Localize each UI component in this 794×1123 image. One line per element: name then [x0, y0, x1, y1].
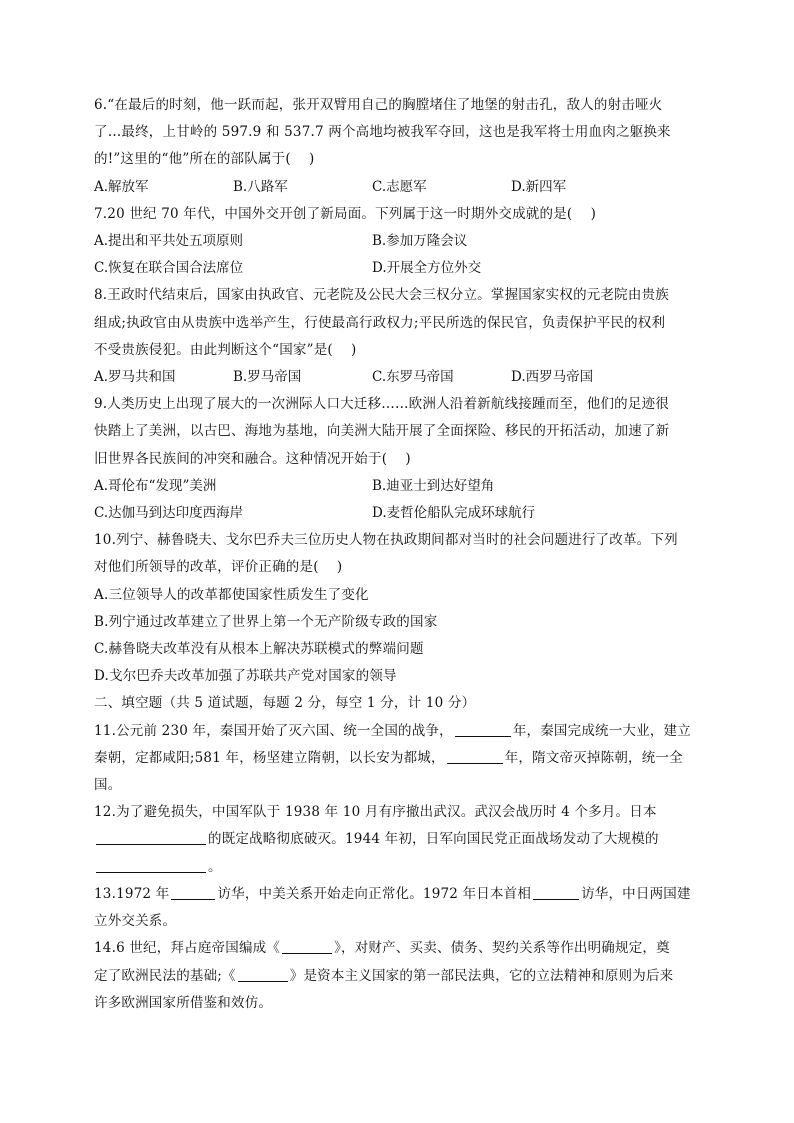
question-6-line-1: 6.“在最后的时刻，他一跃而起，张开双臂用自己的胸膛堵住了地堡的射击孔，敌人的射击哑火	[94, 97, 663, 113]
question-7-line-1: 7.20 世纪 70 年代，中国外交开创了新局面。下列属于这一时期外交成就的是( )	[94, 205, 597, 222]
question-9	[94, 391, 700, 527]
option-c: C.志愿军	[372, 178, 427, 195]
answer-blank	[96, 829, 206, 845]
text: 。	[208, 858, 222, 875]
option-c: C.达伽马到达印度西海岸	[94, 505, 244, 522]
question-12-line-1: 12.为了避免损失，中国军队于 1938 年 10 月有序撤出武汉。武汉会战历时 4 个多月。日本	[94, 804, 657, 821]
answer-blank	[282, 938, 332, 954]
option-d: D.西罗马帝国	[511, 369, 594, 386]
option-d: D.麦哲伦船队完成环球航行	[372, 505, 536, 522]
question-8-options	[94, 364, 700, 391]
option-c: C.东罗马帝国	[372, 369, 454, 386]
question-11	[94, 718, 700, 800]
question-9-options-row-2	[94, 500, 700, 527]
text: 定了欧洲民法的基础;《	[94, 967, 236, 984]
answer-blank	[533, 884, 579, 900]
question-12-line-2	[94, 826, 700, 853]
text: 的既定战略彻底破灭。1944 年初，日军向国民党正面战场发动了大规模的	[208, 831, 659, 848]
question-6-options	[94, 174, 700, 201]
question-9-line-3: 旧世界各民族间的冲突和融合。这种情况开始于( )	[94, 450, 411, 467]
option-b: B.罗马帝国	[233, 369, 302, 386]
question-12	[94, 799, 700, 881]
text: 访华，中日两国建	[581, 885, 691, 902]
question-14-line-1	[94, 935, 700, 962]
text: 14.6 世纪，拜占庭帝国编成《	[94, 940, 281, 957]
exam-page	[94, 92, 700, 1017]
option-d: D.戈尔巴乔夫改革加强了苏联共产党对国家的领导	[94, 668, 397, 685]
option-b: B.列宁通过改革建立了世界上第一个无产阶级专政的国家	[94, 613, 438, 630]
text: 年，秦国完成统一大业，建立	[512, 722, 691, 739]
text: 秦朝，定都咸阳;581 年，杨坚建立隋朝，以长安为都城，	[94, 749, 445, 766]
text: 11.公元前 230 年，秦国开始了灭六国、统一全国的战争，	[94, 722, 453, 739]
option-a: A.三位领导人的改革都使国家性质发生了变化	[94, 586, 369, 603]
question-6-line-3: 的!”这里的“他”所在的部队属于( )	[94, 151, 315, 168]
question-11-line-1	[94, 718, 700, 745]
question-11-line-2	[94, 745, 700, 772]
option-b: B.参加万隆会议	[372, 233, 468, 250]
answer-blank	[238, 966, 288, 982]
question-8-line-3: 不受贵族侵犯。由此判断这个“国家”是( )	[94, 341, 357, 358]
question-6-line-2: 了…最终，上甘岭的 597.9 和 537.7 两个高地均被我军夺回，这也是我军将士用血肉之躯换来	[94, 124, 671, 141]
answer-blank	[96, 857, 206, 873]
question-10	[94, 527, 700, 690]
question-8-line-1: 8.王政时代结束后，国家由执政官、元老院及公民大会三权分立。掌握国家实权的元老院由贵族	[94, 287, 669, 304]
question-7	[94, 201, 700, 283]
question-14-line-3: 许多欧洲国家所借鉴和效仿。	[94, 994, 273, 1011]
text: 年，隋文帝灭掉陈朝，统一全	[504, 749, 683, 766]
option-b: B.迪亚士到达好望角	[372, 477, 495, 494]
question-13-line-2: 立外交关系。	[94, 913, 177, 930]
question-8	[94, 282, 700, 391]
question-6	[94, 92, 700, 201]
text: 访华，中美关系开始走向正常化。1972 年日本首相	[217, 885, 532, 902]
text: 13.1972 年	[94, 885, 170, 902]
text: 》，对财产、买卖、债务、契约关系等作出明确规定，奠	[334, 940, 670, 957]
question-14-line-2	[94, 963, 700, 990]
answer-blank	[447, 748, 503, 764]
question-8-line-2: 组成;执政官由从贵族中选举产生，行使最高行政权力;平民所选的保民官，负责保护平民的权利	[94, 314, 666, 331]
option-a: A.提出和平共处五项原则	[94, 233, 244, 250]
option-a: A.罗马共和国	[94, 369, 176, 386]
question-10-line-2: 对他们所领导的改革，评价正确的是( )	[94, 559, 343, 576]
question-9-line-1: 9.人类历史上出现了展大的一次洲际人口大迁移……欧洲人沿着新航线接踵而至，他们的足迹很	[94, 396, 669, 413]
question-13-line-1	[94, 881, 700, 908]
question-11-line-3: 国。	[94, 777, 122, 794]
option-c: C.恢复在联合国合法席位	[94, 260, 244, 277]
section-heading: 二、填空题（共 5 道试题，每题 2 分，每空 1 分，计 10 分）	[94, 695, 476, 712]
option-b: B.八路军	[233, 178, 288, 195]
option-d: D.新四军	[511, 178, 567, 195]
question-13	[94, 881, 700, 935]
question-14	[94, 935, 700, 1017]
question-9-options-row-1	[94, 473, 700, 500]
question-12-line-3	[94, 854, 700, 881]
answer-blank	[171, 884, 215, 900]
question-7-options-row-1	[94, 228, 700, 255]
question-10-line-1: 10.列宁、赫鲁晓夫、戈尔巴乔夫三位历史人物在执政期间都对当时的社会问题进行了改革。下列	[94, 532, 678, 549]
option-a: A.解放军	[94, 178, 149, 195]
text: 》是资本主义国家的第一部民法典，它的立法精神和原则为后来	[289, 967, 674, 984]
option-a: A.哥伦布“发现”美洲	[94, 477, 217, 494]
answer-blank	[455, 721, 511, 737]
option-c: C.赫鲁晓夫改革没有从根本上解决苏联模式的弊端问题	[94, 641, 424, 658]
question-7-options-row-2	[94, 255, 700, 282]
option-d: D.开展全方位外交	[372, 260, 482, 277]
question-9-line-2: 快踏上了美洲，以古巴、海地为基地，向美洲大陆开展了全面探险、移民的开拓活动，加速了新	[94, 423, 670, 440]
